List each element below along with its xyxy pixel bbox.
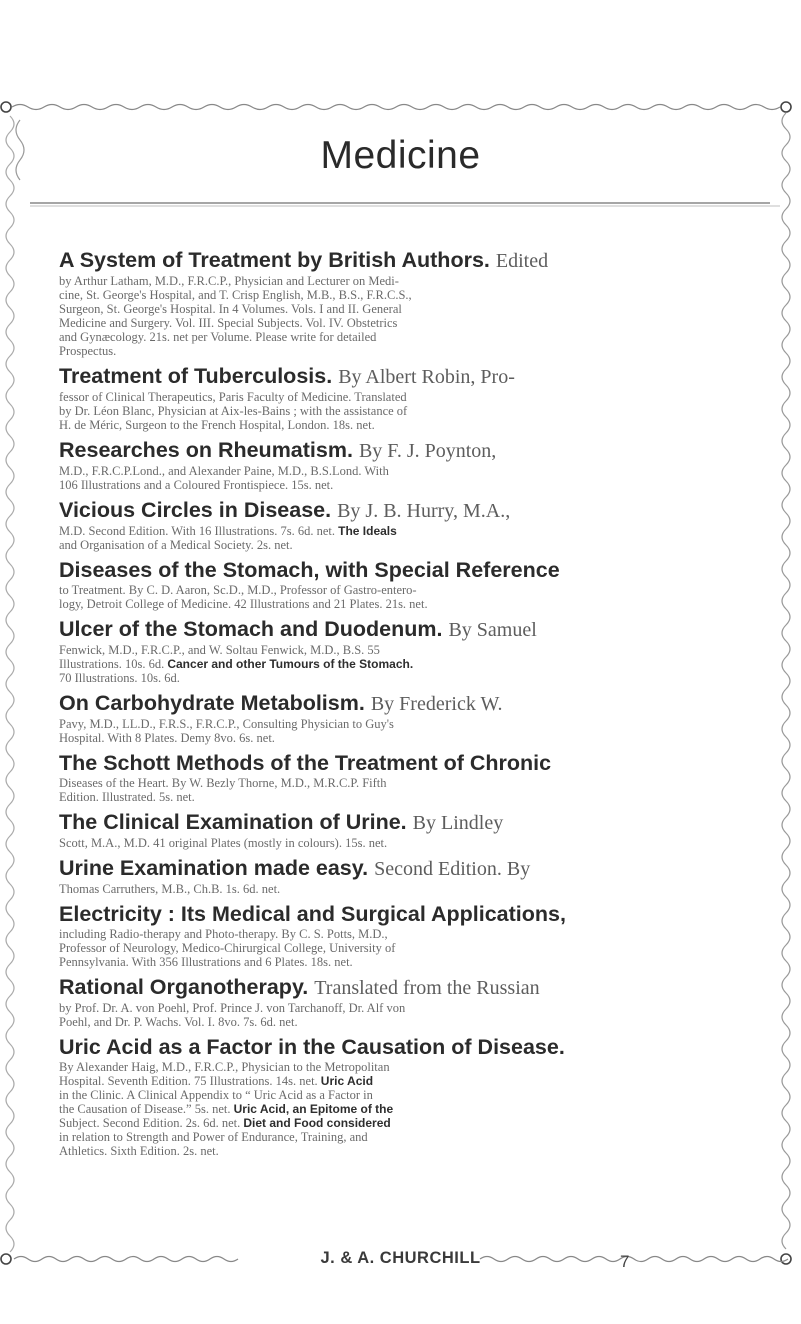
entry-detail-text: Pennsylvania. With 356 Illustrations and 6 Plates. 18s. net. bbox=[59, 955, 353, 969]
entry-detail-line bbox=[59, 790, 765, 804]
book-entry bbox=[59, 750, 765, 804]
entry-detail-line bbox=[59, 344, 765, 358]
entry-detail-line bbox=[59, 1088, 765, 1102]
entry-detail-line bbox=[59, 955, 765, 969]
entry-heading-line bbox=[59, 855, 765, 882]
entry-title: Treatment of Tuberculosis. bbox=[59, 364, 333, 388]
entry-related-title: Cancer and other Tumours of the Stomach. bbox=[167, 657, 414, 671]
entry-title: Urine Examination made easy. bbox=[59, 856, 369, 880]
entry-title: Electricity : Its Medical and Surgical Applications, bbox=[59, 902, 566, 926]
publisher-footer: J. & A. CHURCHILL bbox=[320, 1249, 481, 1267]
entry-detail-line bbox=[59, 597, 765, 611]
entry-author-lead: By F. J. Poynton, bbox=[358, 440, 497, 462]
entry-detail-line bbox=[59, 1074, 765, 1088]
entry-title: On Carbohydrate Metabolism. bbox=[59, 691, 365, 715]
entry-heading-line bbox=[59, 901, 765, 927]
entry-heading-line bbox=[59, 247, 765, 274]
entry-detail-line bbox=[59, 717, 765, 731]
entry-detail-line bbox=[59, 390, 765, 404]
entry-detail-line bbox=[59, 1060, 765, 1074]
entry-detail-line bbox=[59, 1144, 765, 1158]
entry-author-lead: Translated from the Russian bbox=[314, 977, 540, 999]
entry-title: Ulcer of the Stomach and Duodenum. bbox=[59, 617, 443, 641]
entry-heading-line bbox=[59, 497, 765, 524]
book-entry bbox=[59, 437, 765, 492]
entry-detail-line bbox=[59, 1001, 765, 1015]
entry-author-lead: By Lindley bbox=[412, 812, 504, 834]
entry-detail-line bbox=[59, 288, 765, 302]
entry-author-lead: Edited bbox=[495, 250, 549, 272]
entry-detail-text: Medicine and Surgery. Vol. III. Special Subjects. Vol. IV. Obstetrics bbox=[59, 316, 398, 330]
entry-detail-line bbox=[59, 657, 765, 671]
entry-detail-text: the Causation of Disease.” 5s. net. bbox=[59, 1102, 231, 1116]
entry-detail-line bbox=[59, 404, 765, 418]
entry-detail-text: Professor of Neurology, Medico-Chirurgical College, University of bbox=[59, 941, 396, 955]
entry-detail-text: Edition. Illustrated. 5s. net. bbox=[59, 790, 195, 804]
entry-detail-line bbox=[59, 882, 765, 896]
entry-detail-text: Hospital. With 8 Plates. Demy 8vo. 6s. net. bbox=[59, 731, 275, 745]
entry-detail-text: Scott, M.A., M.D. 41 original Plates (mostly in colours). 15s. net. bbox=[59, 836, 388, 850]
entry-detail-line bbox=[59, 927, 765, 941]
entry-detail-line bbox=[59, 1015, 765, 1029]
entry-related-title: Uric Acid bbox=[320, 1074, 374, 1088]
entry-detail-text: logy, Detroit College of Medicine. 42 Illustrations and 21 Plates. 21s. net. bbox=[59, 597, 428, 611]
entry-detail-line bbox=[59, 274, 765, 288]
entry-detail-text: Hospital. Seventh Edition. 75 Illustrations. 14s. net. bbox=[59, 1074, 318, 1088]
entry-detail-line bbox=[59, 643, 765, 657]
entry-detail-line bbox=[59, 464, 765, 478]
entry-detail-text: M.D. Second Edition. With 16 Illustrations. 7s. 6d. net. bbox=[59, 524, 335, 538]
entry-author-lead: By J. B. Hurry, M.A., bbox=[337, 500, 511, 522]
entry-detail-text: Poehl, and Dr. P. Wachs. Vol. I. 8vo. 7s. 6d. net. bbox=[59, 1015, 298, 1029]
book-entry bbox=[59, 363, 765, 432]
entry-detail-line bbox=[59, 583, 765, 597]
corner-ornament bbox=[781, 102, 791, 112]
entry-heading-line bbox=[59, 437, 765, 464]
entry-detail-text: 70 Illustrations. 10s. 6d. bbox=[59, 671, 180, 685]
entry-detail-line bbox=[59, 1116, 765, 1130]
entry-detail-line bbox=[59, 316, 765, 330]
top-border bbox=[12, 105, 780, 110]
entry-detail-text: and Organisation of a Medical Society. 2s. net. bbox=[59, 538, 293, 552]
book-entry bbox=[59, 809, 765, 850]
entry-title: Vicious Circles in Disease. bbox=[59, 498, 332, 522]
entry-detail-text: fessor of Clinical Therapeutics, Paris Faculty of Medicine. Translated bbox=[59, 390, 407, 404]
entry-heading-line bbox=[59, 363, 765, 390]
entry-heading-line bbox=[59, 809, 765, 836]
entry-title: Rational Organotherapy. bbox=[59, 975, 309, 999]
entry-related-title: Diet and Food considered bbox=[243, 1116, 391, 1130]
entry-author-lead: Second Edition. By bbox=[374, 858, 531, 880]
entry-detail-text: Thomas Carruthers, M.B., Ch.B. 1s. 6d. net. bbox=[59, 882, 281, 896]
entry-detail-text: Diseases of the Heart. By W. Bezly Thorne, M.D., M.R.C.P. Fifth bbox=[59, 776, 387, 790]
page-number: 7 bbox=[620, 1252, 630, 1271]
entry-detail-text: By Alexander Haig, M.D., F.R.C.P., Physician to the Metropolitan bbox=[59, 1060, 390, 1074]
entry-detail-text: by Arthur Latham, M.D., F.R.C.P., Physician and Lecturer on Medi- bbox=[59, 274, 399, 288]
entry-heading-line bbox=[59, 1034, 765, 1060]
book-entry bbox=[59, 557, 765, 611]
entry-detail-text: by Prof. Dr. A. von Poehl, Prof. Prince J. von Tarchanoff, Dr. Alf von bbox=[59, 1001, 406, 1015]
entry-author-lead: By Frederick W. bbox=[370, 693, 503, 715]
book-entry bbox=[59, 247, 765, 358]
book-entry bbox=[59, 616, 765, 685]
entry-detail-text: 106 Illustrations and a Coloured Frontispiece. 15s. net. bbox=[59, 478, 334, 492]
right-border bbox=[782, 113, 790, 1249]
book-entry bbox=[59, 1034, 765, 1158]
entry-detail-line bbox=[59, 836, 765, 850]
entry-related-title: The Ideals bbox=[338, 524, 397, 538]
book-entry bbox=[59, 497, 765, 552]
entry-detail-text: by Dr. Léon Blanc, Physician at Aix-les-Bains ; with the assistance of bbox=[59, 404, 408, 418]
entry-detail-text: including Radio-therapy and Photo-therapy. By C. S. Potts, M.D., bbox=[59, 927, 388, 941]
entry-detail-line bbox=[59, 478, 765, 492]
entry-heading-line bbox=[59, 690, 765, 717]
entry-heading-line bbox=[59, 616, 765, 643]
entry-detail-line bbox=[59, 731, 765, 745]
entry-detail-line bbox=[59, 1102, 765, 1116]
entry-detail-line bbox=[59, 776, 765, 790]
entry-title: Uric Acid as a Factor in the Causation of Disease. bbox=[59, 1035, 565, 1059]
book-entry bbox=[59, 855, 765, 896]
book-entry bbox=[59, 901, 765, 969]
entry-detail-text: cine, St. George's Hospital, and T. Crisp English, M.B., B.S., F.R.C.S., bbox=[59, 288, 412, 302]
entry-detail-line bbox=[59, 302, 765, 316]
entry-detail-line bbox=[59, 941, 765, 955]
entry-title: The Schott Methods of the Treatment of Chronic bbox=[59, 751, 552, 775]
entry-author-lead: By Albert Robin, Pro- bbox=[338, 366, 515, 388]
entry-detail-text: Illustrations. 10s. 6d. bbox=[59, 657, 165, 671]
entry-heading-line bbox=[59, 750, 765, 776]
entry-author-lead: By Samuel bbox=[448, 619, 537, 641]
entry-title: A System of Treatment by British Authors. bbox=[59, 248, 490, 272]
book-entry bbox=[59, 690, 765, 745]
book-list bbox=[59, 247, 765, 1163]
book-entry bbox=[59, 974, 765, 1029]
entry-title: Diseases of the Stomach, with Special Reference bbox=[59, 558, 560, 582]
entry-heading-line bbox=[59, 557, 765, 583]
entry-detail-text: M.D., F.R.C.P.Lond., and Alexander Paine, M.D., B.S.Lond. With bbox=[59, 464, 389, 478]
entry-detail-text: Surgeon, St. George's Hospital. In 4 Volumes. Vols. I and II. General bbox=[59, 302, 402, 316]
page-title: Medicine bbox=[320, 134, 481, 177]
entry-title: The Clinical Examination of Urine. bbox=[59, 810, 407, 834]
entry-detail-text: Athletics. Sixth Edition. 2s. net. bbox=[59, 1144, 219, 1158]
entry-detail-text: in the Clinic. A Clinical Appendix to “ Uric Acid as a Factor in bbox=[59, 1088, 373, 1102]
entry-title: Researches on Rheumatism. bbox=[59, 438, 353, 462]
entry-detail-text: in relation to Strength and Power of Endurance, Training, and bbox=[59, 1130, 368, 1144]
entry-detail-text: Prospectus. bbox=[59, 344, 117, 358]
entry-detail-text: Subject. Second Edition. 2s. 6d. net. bbox=[59, 1116, 241, 1130]
entry-detail-line bbox=[59, 524, 765, 538]
entry-detail-text: to Treatment. By C. D. Aaron, Sc.D., M.D., Professor of Gastro-entero- bbox=[59, 583, 417, 597]
entry-detail-line bbox=[59, 330, 765, 344]
corner-ornament bbox=[1, 102, 11, 112]
left-border bbox=[6, 116, 14, 1252]
entry-detail-text: Pavy, M.D., LL.D., F.R.S., F.R.C.P., Consulting Physician to Guy's bbox=[59, 717, 394, 731]
entry-detail-line bbox=[59, 1130, 765, 1144]
entry-detail-text: Fenwick, M.D., F.R.C.P., and W. Soltau Fenwick, M.D., B.S. 55 bbox=[59, 643, 380, 657]
entry-heading-line bbox=[59, 974, 765, 1001]
entry-detail-line bbox=[59, 671, 765, 685]
entry-detail-text: H. de Méric, Surgeon to the French Hospital, London. 18s. net. bbox=[59, 418, 375, 432]
entry-related-title: Uric Acid, an Epitome of the bbox=[233, 1102, 394, 1116]
entry-detail-line bbox=[59, 538, 765, 552]
entry-detail-text: and Gynæcology. 21s. net per Volume. Please write for detailed bbox=[59, 330, 377, 344]
entry-detail-line bbox=[59, 418, 765, 432]
